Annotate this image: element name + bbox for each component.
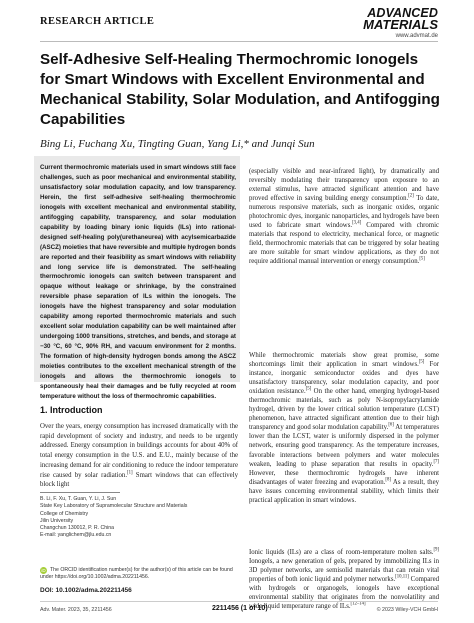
corresponding-email[interactable]: E-mail: yanglichem@jlu.edu.cn (40, 532, 112, 539)
affiliation-university: Jilin University (40, 517, 74, 524)
orcid-text[interactable]: The ORCID identification number(s) for the author(s) of this article can be found under https://doi.org/10.1002/adma.202211456. (40, 567, 233, 580)
page-footer (40, 605, 438, 617)
affiliation-city: Changchun 130012, P. R. China (40, 525, 115, 532)
affiliation-divider (40, 492, 120, 493)
affiliation-lab: State Key Laboratory of Supramolecular Structure and Materials (40, 503, 188, 510)
journal-url[interactable]: www.advmat.de (395, 33, 438, 39)
orcid-note (40, 567, 238, 581)
affiliation-block (40, 496, 238, 540)
affiliation-college: College of Chemistry (40, 510, 89, 517)
article-type-label: RESEARCH ARTICLE (40, 16, 155, 27)
right-column-paragraph-2 (249, 351, 439, 505)
journal-citation: Adv. Mater. 2023, 35, 2211456 (40, 607, 112, 613)
author-list: Bing Li, Fuchang Xu, Tingting Guan, Yang Li,* and Junqi Sun (40, 138, 315, 150)
doi-label[interactable]: DOI: 10.1002/adma.202211456 (40, 587, 132, 594)
article-title: Self-Adhesive Self-Healing Thermochromic Ionogels for Smart Windows with Excellent Environmental and Mechanical Stability, Solar Modulation, and Antifogging Capabilities (40, 51, 440, 128)
page-number: 2211456 (1 of 10) (212, 605, 268, 612)
header-divider (40, 41, 438, 42)
abstract-text: Current thermochromic materials used in smart windows still face challenges, such as poor mechanical and environmental stability, unsatisfactory solar modulation capacity, and low transparency. Herein, the first self-adhesive self-healing thermochromic ionogels with excellent mechanical and environmental stability, antifogging capability, transparency, and solar modulation capability by loading binary ionic liquids (ILs) into rational-designed self-healing poly(urethaneurea) with acylsemicarbazide (ASCZ) moieties that have reversible and multiple hydrogen bonds are reported and their feasibility as smart windows with reliability and long service life is demonstrated. The self-healing thermochromic ionogels can switch between transparent and opaque without leakage or shrinkage, by the constrained reversible phase separation of ILs within the ionogels. The ionogels have the highest transparency and solar modulation capability among reported thermochromic materials and such excellent solar modulation capability can be well maintained after undergoing 1000 transitions, stretches, and bends, and storage at −30 °C, 60 °C, 90% RH, and vacuum environment for 2 months. The formation of high-density hydrogen bonds among the ASCZ moieties contributes to the excellent mechanical strength of the ionogels and allows the thermochromic ionogels to spontaneously heal their damages and be fully recycled at room temperature without the loss of thermochromic capabilities. (40, 164, 236, 400)
affiliation-names: B. Li, F. Xu, T. Guan, Y. Li, J. Sun (40, 496, 117, 502)
introduction-paragraph: Over the years, energy consumption has increased dramatically with the rapid development of society and industry, and needs to be urgently addressed. Energy consumption in buildings accounts for about 40% of total energy consumption in the U.S. and E.U., mainly because of the increasing demand for air conditioning to reduce the indoor temperature rise caused by solar radiation.[1] Smart windows that can effectively block light (40, 423, 238, 489)
page-header (40, 8, 438, 40)
right-column-paragraph-3: Ionic liquids (ILs) are a class of room-temperature molten salts.[9] Ionogels, a new generation of gels, prepared by immobilizing ILs in 3D polymer networks, are semisolid materials that can retain vital properties of both ionic liquid and polymer networks.[10,11] Compared with hydrogels or organogels, ionogels have exceptional environmental stability that originates from the nonvolatility and wide liquid temperature range of ILs.[12–14] (249, 547, 439, 611)
copyright-notice: © 2023 Wiley-VCH GmbH (376, 607, 438, 613)
orcid-icon: iD (41, 568, 46, 573)
paragraph-2-text: While thermochromic materials show great promise, some shortcomings limit their application in smart windows.[5] For instance, inorganic semiconductor oxides and dyes have unsatisfactory transparency, solar modulation capacity, and poor oxidation resistance.[5] On the other hand, emerging hydrogel-based thermochromic materials, such as poly N-isopropylacrylamide hydrogel, driven by the lower critical solution temperature (LCST) phenomenon, have attracted significant attention due to their high transparency and good solar modulation capability.[6] At temperatures lower than the LCST, water is uniformly dispersed in the polymer network, ensuring good transparency. As the temperature increases, favorable interactions between polymers and water molecules weaken, leading to phase separation that results in opacity.[7] However, these thermochromic hydrogels have inherent disadvantages of water freezing and evaporation.[8] As a result, they have issues concerning environmental stability, which limits their practical application in smart windows. (249, 352, 440, 504)
footer-divider (40, 601, 438, 602)
journal-logo (363, 8, 438, 41)
logo-line-1: ADVANCED (367, 6, 438, 20)
section-heading-introduction: 1. Introduction (40, 405, 103, 415)
logo-line-2: MATERIALS (363, 17, 438, 32)
right-column-paragraph-1: (especially visible and near-infrared light), by dramatically and reversibly modulating their transparency upon exposure to an external stimulus, have attracted significant attention and have proved effective in saving building energy consumption.[2] To date, numerous responsive materials, such as inorganic oxides, organic photochromic dyes, inorganic nanoparticles, and hydrogels have been used to fabricate smart windows.[3,4] Compared with chromic materials that respond to electricity, mechanical force, or magnetic field, thermochromic materials that can be triggered by solar heating are more suitable for smart window applications, as they do not require additional manual intervention or energy consumption.[5] (249, 168, 440, 266)
